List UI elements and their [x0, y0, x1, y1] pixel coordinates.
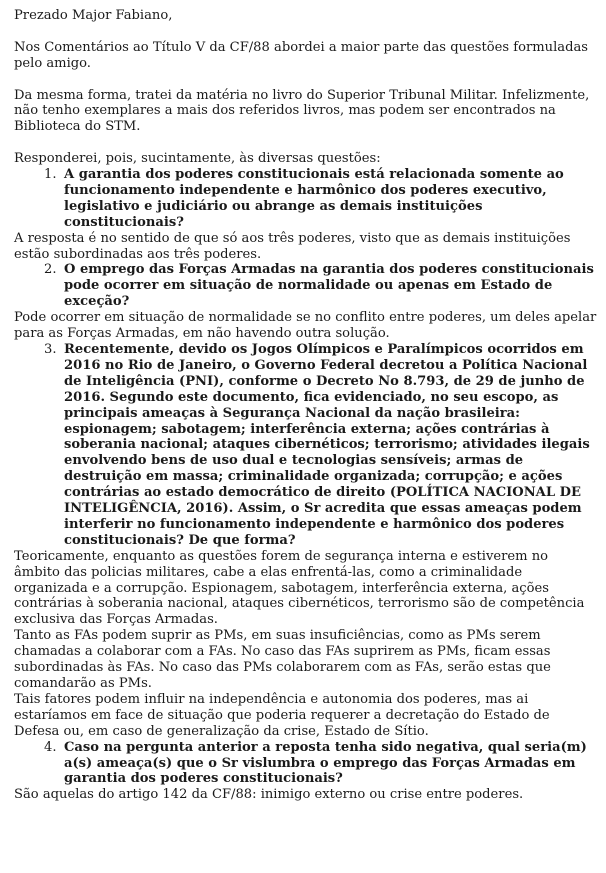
- question-number: 4.: [44, 739, 57, 755]
- greeting: Prezado Major Fabiano,: [14, 8, 173, 23]
- question-list: [14, 342, 598, 549]
- question-number: 2.: [44, 262, 57, 278]
- question-item: [14, 740, 598, 788]
- question-list: [14, 167, 598, 231]
- intro-paragraph: Nos Comentários ao Título V da CF/88 abordei a maior parte das questões formuladas pelo amigo.: [14, 39, 588, 71]
- answer-paragraph: A resposta é no sentido de que só aos três poderes, visto que as demais instituições estão subordinadas aos três poderes.: [14, 230, 571, 262]
- question-text: O emprego das Forças Armadas na garantia dos poderes constitucionais pode ocorrer em situação de normalidade ou apenas em Estado de exceção?: [64, 262, 594, 310]
- question-item: [14, 262, 598, 310]
- question-list: [14, 740, 598, 788]
- question-number: 1.: [44, 167, 57, 183]
- paragraph-gap: [14, 24, 598, 40]
- letter-document: [14, 8, 598, 803]
- intro-paragraph: Da mesma forma, tratei da matéria no livro do Superior Tribunal Militar. Infelizmente, não tenho exemplares a mais dos referidos livros, mas podem ser encontrados na Biblioteca do STM.: [14, 87, 590, 135]
- question-text: Recentemente, devido os Jogos Olímpicos e Paralímpicos ocorridos em 2016 no Rio de Janeiro, o Governo Federal decretou a Política Nacional de Inteligência (PNI), conforme o Decreto No 8.793, de 29 de junho de 2016. Segundo este documento, fica evidenciado, no seu escopo, as principais ameaças à Segurança Nacional da nação brasileira: espionagem; sabotagem; interferência externa; ações contrárias à soberania nacional; ataques cibernéticos; terrorismo; atividades ilegais envolvendo bens de uso dual e tecnologias sensíveis; armas de destruição em massa; criminalidade organizada; corrupção; e ações contrárias ao estado democrático de direito (POLÍTICA NACIONAL DE INTELIGÊNCIA, 2016). Assim, o Sr acredita que essas ameaças podem interferir no funcionamento independente e harmônico dos poderes constitucionais? De que forma?: [64, 341, 590, 548]
- answer-paragraph: Teoricamente, enquanto as questões forem de segurança interna e estiverem no âmbito das policias militares, cabe a elas enfrentá-las, como a criminalidade organizada e a corrupção. Espionagem, sabotagem, interferência externa, ações contrárias à soberania nacional, ataques cibernéticos, terrorismo são de competência exclusiva das Forças Armadas.: [14, 548, 585, 628]
- answer-paragraph: Pode ocorrer em situação de normalidade se no conflito entre poderes, um deles apelar para as Forças Armadas, em não havendo outra solução.: [14, 310, 597, 342]
- paragraph-gap: [14, 135, 598, 151]
- question-list: [14, 262, 598, 310]
- lead-in: Responderei, pois, sucintamente, às diversas questões:: [14, 151, 381, 167]
- answer-paragraph: Tais fatores podem influir na independência e autonomia dos poderes, mas ai estaríamos em face de situação que poderia requerer a decretação do Estado de Defesa ou, em caso de generalização da crise, Estado de Sítio.: [14, 691, 550, 739]
- paragraph-gap: [14, 72, 598, 88]
- question-number: 3.: [44, 341, 57, 357]
- question-text: Caso na pergunta anterior a reposta tenha sido negativa, qual seria(m) a(s) ameaça(s) que o Sr vislumbra o emprego das Forças Armadas em garantia dos poderes constitucionais?: [64, 739, 587, 787]
- answer-paragraph: São aquelas do artigo 142 da CF/88: inimigo externo ou crise entre poderes.: [14, 787, 524, 803]
- question-item: [14, 167, 598, 231]
- question-text: A garantia dos poderes constitucionais está relacionada somente ao funcionamento independente e harmônico dos poderes executivo, legislativo e judiciário ou abrange as demais instituições constitucionais?: [64, 167, 564, 230]
- answer-paragraph: Tanto as FAs podem suprir as PMs, em suas insuficiências, como as PMs serem chamadas a colaborar com a FAs. No caso das FAs suprirem as PMs, ficam essas subordinadas às FAs. No caso das PMs colaborarem com as FAs, serão estas que comandarão as PMs.: [14, 628, 551, 692]
- question-item: [14, 342, 598, 549]
